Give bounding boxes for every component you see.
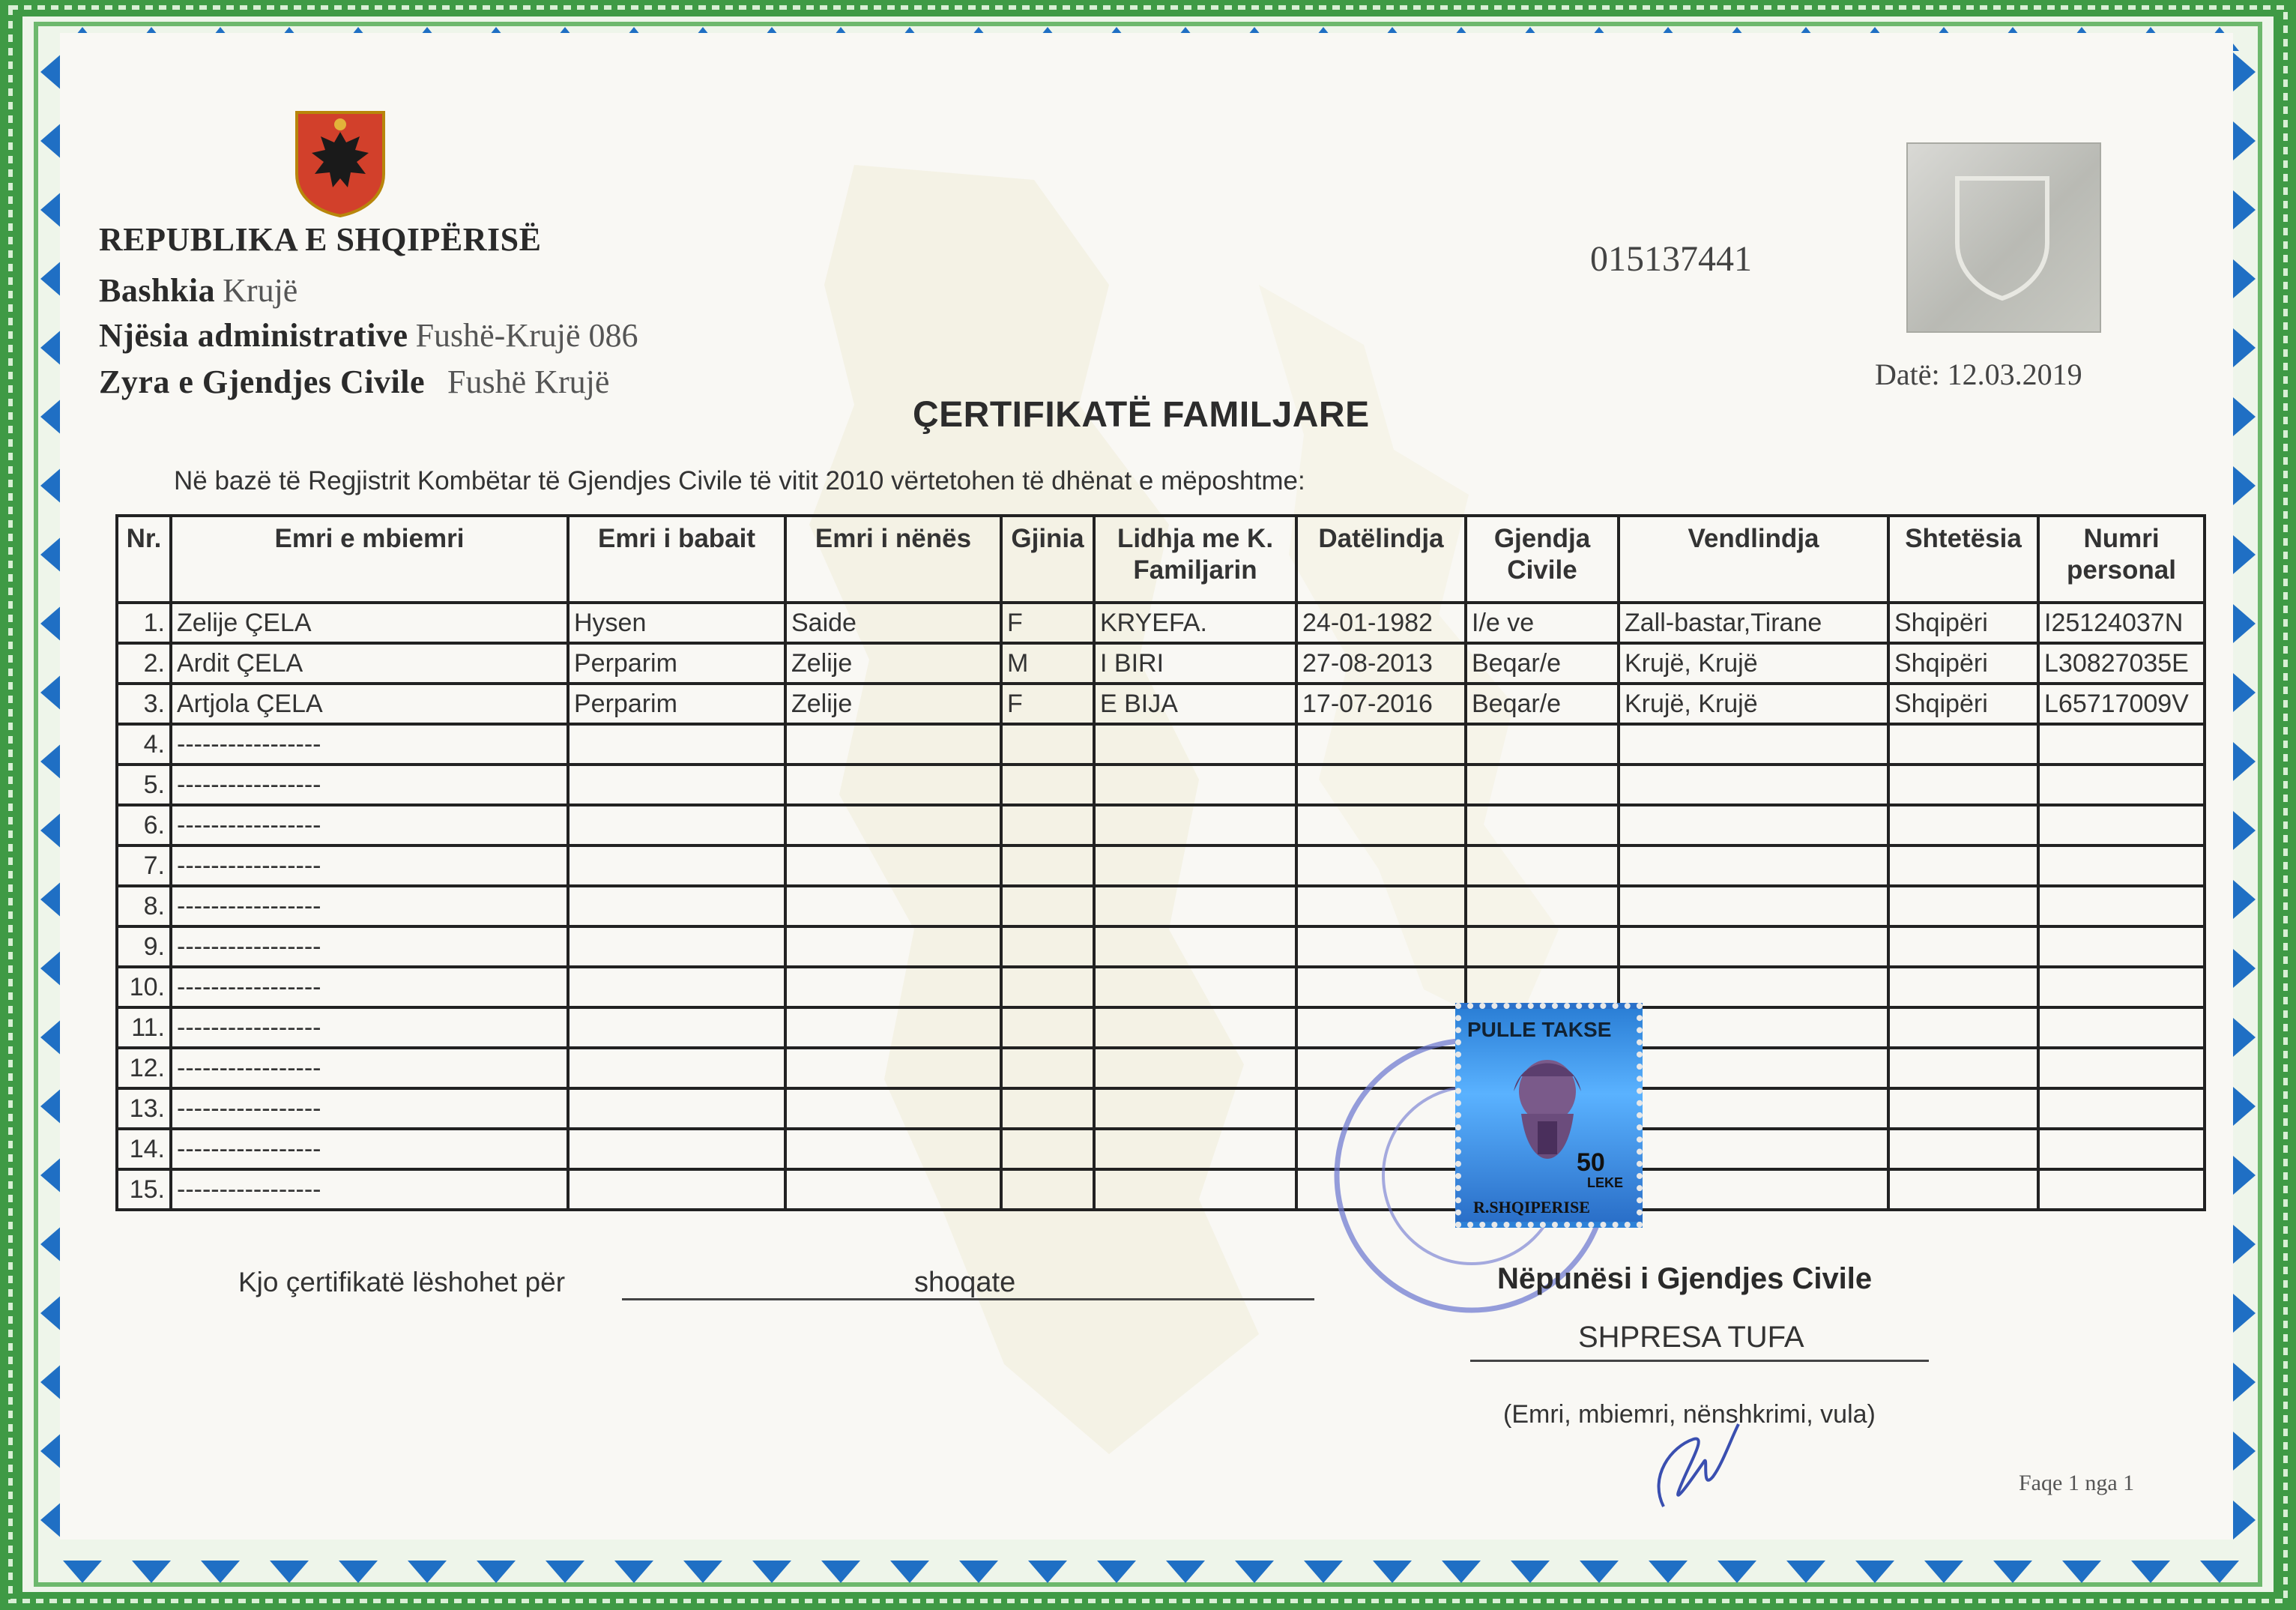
cell-gender: [1001, 1088, 1094, 1129]
officer-name: SHPRESA TUFA: [1578, 1321, 1804, 1354]
cell-relation: [1094, 1007, 1296, 1048]
municipality-label: Bashkia: [99, 272, 216, 309]
cell-nr: 7.: [117, 845, 171, 886]
cell-mother-name: [785, 886, 1001, 926]
cell-full-name: -----------------: [171, 845, 568, 886]
cell-birthplace: [1619, 1169, 1888, 1210]
cell-father-name: Hysen: [568, 603, 785, 643]
cell-citizenship: [1888, 765, 2038, 805]
cell-mother-name: [785, 1129, 1001, 1169]
cell-gender: [1001, 1007, 1094, 1048]
cell-gender: [1001, 1048, 1094, 1088]
cell-birth-date: [1296, 886, 1466, 926]
cell-mother-name: [785, 1048, 1001, 1088]
cell-full-name: -----------------: [171, 886, 568, 926]
cell-birthplace: [1619, 1007, 1888, 1048]
signature-hint: (Emri, mbiemri, nënshkrimi, vula): [1503, 1400, 1876, 1429]
cell-nr: 8.: [117, 886, 171, 926]
cell-relation: [1094, 926, 1296, 967]
cell-nr: 12.: [117, 1048, 171, 1088]
cell-citizenship: [1888, 967, 2038, 1007]
cell-civil-status: [1466, 724, 1619, 765]
cell-mother-name: [785, 1007, 1001, 1048]
cell-mother-name: Saide: [785, 603, 1001, 643]
cell-citizenship: Shqipëri: [1888, 684, 2038, 724]
cell-citizenship: [1888, 845, 2038, 886]
table-row: [117, 603, 2205, 643]
cell-full-name: -----------------: [171, 724, 568, 765]
cell-personal-number: [2038, 886, 2205, 926]
civil-office-line: [99, 363, 609, 401]
cell-relation: KRYEFA.: [1094, 603, 1296, 643]
cell-personal-number: [2038, 805, 2205, 845]
cell-mother-name: [785, 1169, 1001, 1210]
cell-citizenship: [1888, 805, 2038, 845]
table-row: [117, 765, 2205, 805]
cell-personal-number: [2038, 845, 2205, 886]
cell-personal-number: [2038, 926, 2205, 967]
cell-personal-number: [2038, 1007, 2205, 1048]
cell-personal-number: [2038, 1169, 2205, 1210]
cell-birth-date: 27-08-2013: [1296, 643, 1466, 684]
family-table: [115, 514, 2206, 1211]
cell-personal-number: L30827035E: [2038, 643, 2205, 684]
cell-mother-name: [785, 805, 1001, 845]
cell-gender: [1001, 765, 1094, 805]
cell-father-name: [568, 1088, 785, 1129]
table-row: [117, 845, 2205, 886]
cell-relation: [1094, 1169, 1296, 1210]
cell-nr: 5.: [117, 765, 171, 805]
cell-mother-name: [785, 967, 1001, 1007]
cell-father-name: [568, 967, 785, 1007]
cell-nr: 6.: [117, 805, 171, 845]
cell-gender: [1001, 724, 1094, 765]
officer-title: Nëpunësi i Gjendjes Civile: [1497, 1262, 1873, 1295]
cell-mother-name: [785, 926, 1001, 967]
cell-birthplace: [1619, 845, 1888, 886]
table-row: [117, 886, 2205, 926]
table-row: [117, 967, 2205, 1007]
cell-father-name: [568, 805, 785, 845]
cell-birth-date: [1296, 724, 1466, 765]
cell-father-name: [568, 1048, 785, 1088]
tax-stamp-value: 50: [1577, 1148, 1605, 1177]
cell-birth-date: [1296, 805, 1466, 845]
civil-office-label: Zyra e Gjendjes Civile: [99, 364, 426, 400]
cell-nr: 3.: [117, 684, 171, 724]
cell-gender: [1001, 805, 1094, 845]
hologram-seal-icon: [1906, 142, 2101, 333]
cell-birthplace: [1619, 926, 1888, 967]
header-father-name: Emri i babait: [568, 516, 785, 603]
cell-birth-date: [1296, 845, 1466, 886]
cell-personal-number: L65717009V: [2038, 684, 2205, 724]
cell-full-name: Ardit ÇELA: [171, 643, 568, 684]
cell-gender: [1001, 926, 1094, 967]
cell-relation: [1094, 724, 1296, 765]
header-mother-name: Emri i nënës: [785, 516, 1001, 603]
cell-full-name: -----------------: [171, 926, 568, 967]
signature-icon: [1641, 1417, 1753, 1522]
table-row: [117, 724, 2205, 765]
cell-father-name: [568, 724, 785, 765]
cell-birthplace: [1619, 1088, 1888, 1129]
cell-relation: [1094, 845, 1296, 886]
cell-full-name: -----------------: [171, 1007, 568, 1048]
cell-civil-status: [1466, 805, 1619, 845]
cell-personal-number: I25124037N: [2038, 603, 2205, 643]
cell-civil-status: [1466, 845, 1619, 886]
cell-birthplace: Zall-bastar,Tirane: [1619, 603, 1888, 643]
cell-gender: [1001, 886, 1094, 926]
table-row: [117, 1048, 2205, 1088]
cell-father-name: [568, 845, 785, 886]
cell-relation: [1094, 967, 1296, 1007]
cell-citizenship: [1888, 1007, 2038, 1048]
issue-date: Datë: 12.03.2019: [1875, 358, 2082, 391]
tax-stamp-title: PULLE TAKSE: [1467, 1018, 1612, 1041]
header-civil-status: Gjendja Civile: [1466, 516, 1619, 603]
cell-birthplace: [1619, 765, 1888, 805]
cell-relation: [1094, 1129, 1296, 1169]
page-number: Faqe 1 nga 1: [2019, 1471, 2135, 1495]
table-row: [117, 1088, 2205, 1129]
admin-unit-label: Njësia administrative: [99, 317, 408, 354]
cell-nr: 9.: [117, 926, 171, 967]
cell-personal-number: [2038, 765, 2205, 805]
table-body: [117, 603, 2205, 1210]
cell-mother-name: [785, 724, 1001, 765]
cell-birth-date: 17-07-2016: [1296, 684, 1466, 724]
cell-citizenship: [1888, 886, 2038, 926]
cell-mother-name: Zelije: [785, 643, 1001, 684]
table-row: [117, 1007, 2205, 1048]
issued-for-value: shoqate: [914, 1267, 1016, 1298]
cell-father-name: [568, 1129, 785, 1169]
cell-full-name: -----------------: [171, 1088, 568, 1129]
cell-mother-name: [785, 1088, 1001, 1129]
cell-civil-status: [1466, 926, 1619, 967]
municipality-line: [99, 271, 297, 310]
cell-gender: [1001, 845, 1094, 886]
cell-relation: [1094, 805, 1296, 845]
cell-gender: [1001, 1169, 1094, 1210]
cell-birthplace: [1619, 1048, 1888, 1088]
cell-full-name: -----------------: [171, 1048, 568, 1088]
tax-stamp: [1455, 1003, 1643, 1228]
cell-civil-status: [1466, 886, 1619, 926]
table-row: [117, 926, 2205, 967]
cell-nr: 14.: [117, 1129, 171, 1169]
cell-full-name: -----------------: [171, 1129, 568, 1169]
table-row: [117, 1129, 2205, 1169]
cell-personal-number: [2038, 1048, 2205, 1088]
cell-nr: 15.: [117, 1169, 171, 1210]
serial-number: 015137441: [1590, 239, 1752, 279]
cell-birthplace: [1619, 805, 1888, 845]
cell-full-name: -----------------: [171, 765, 568, 805]
admin-unit-line: [99, 316, 638, 355]
table-row: [117, 1169, 2205, 1210]
cell-birthplace: [1619, 1129, 1888, 1169]
cell-birthplace: [1619, 967, 1888, 1007]
cell-citizenship: [1888, 1169, 2038, 1210]
cell-birthplace: [1619, 886, 1888, 926]
cell-civil-status: Beqar/e: [1466, 684, 1619, 724]
admin-unit-value: Fushë-Krujë 086: [415, 317, 638, 354]
cell-birthplace: [1619, 724, 1888, 765]
cell-father-name: [568, 926, 785, 967]
cell-gender: M: [1001, 643, 1094, 684]
tax-stamp-unit: LEKE: [1587, 1175, 1624, 1190]
cell-father-name: Perparim: [568, 684, 785, 724]
header-gender: Gjinia: [1001, 516, 1094, 603]
municipality-value: Krujë: [223, 272, 298, 309]
cell-citizenship: Shqipëri: [1888, 603, 2038, 643]
civil-office-value: Fushë Krujë: [447, 364, 610, 400]
tax-stamp-issuer: R.SHQIPERISE: [1473, 1198, 1590, 1216]
cell-citizenship: [1888, 1129, 2038, 1169]
header-nr: Nr.: [117, 516, 171, 603]
cell-relation: [1094, 765, 1296, 805]
cell-father-name: [568, 1169, 785, 1210]
issued-for-label: Kjo çertifikatë lëshohet për: [238, 1267, 566, 1297]
header-birth-date: Datëlindja: [1296, 516, 1466, 603]
cell-father-name: [568, 765, 785, 805]
cell-full-name: Zelije ÇELA: [171, 603, 568, 643]
cell-relation: [1094, 886, 1296, 926]
table-row: [117, 643, 2205, 684]
cell-nr: 10.: [117, 967, 171, 1007]
cell-birthplace: Krujë, Krujë: [1619, 643, 1888, 684]
cell-relation: [1094, 1048, 1296, 1088]
cell-full-name: -----------------: [171, 805, 568, 845]
cell-civil-status: [1466, 765, 1619, 805]
cell-nr: 13.: [117, 1088, 171, 1129]
cell-full-name: -----------------: [171, 1169, 568, 1210]
cell-citizenship: [1888, 926, 2038, 967]
cell-full-name: -----------------: [171, 967, 568, 1007]
cell-birth-date: 24-01-1982: [1296, 603, 1466, 643]
cell-father-name: [568, 1007, 785, 1048]
cell-civil-status: [1466, 967, 1619, 1007]
cell-gender: [1001, 1129, 1094, 1169]
cell-personal-number: [2038, 967, 2205, 1007]
cell-relation: E BIJA: [1094, 684, 1296, 724]
cell-civil-status: I/e ve: [1466, 603, 1619, 643]
table-row: [117, 805, 2205, 845]
cell-citizenship: [1888, 1048, 2038, 1088]
cell-mother-name: Zelije: [785, 684, 1001, 724]
cell-nr: 11.: [117, 1007, 171, 1048]
header-personal-number: Numri personal: [2038, 516, 2205, 603]
cell-mother-name: [785, 765, 1001, 805]
header-birthplace: Vendlindja: [1619, 516, 1888, 603]
cell-birthplace: Krujë, Krujë: [1619, 684, 1888, 724]
cell-full-name: Artjola ÇELA: [171, 684, 568, 724]
table-header-row: [117, 516, 2205, 603]
cell-relation: I BIRI: [1094, 643, 1296, 684]
cell-citizenship: [1888, 724, 2038, 765]
cell-birth-date: [1296, 765, 1466, 805]
cell-personal-number: [2038, 724, 2205, 765]
cell-mother-name: [785, 845, 1001, 886]
header-relation: Lidhja me K. Familjarin: [1094, 516, 1296, 603]
cell-personal-number: [2038, 1129, 2205, 1169]
cell-nr: 4.: [117, 724, 171, 765]
officer-underline: [1470, 1360, 1929, 1362]
cell-gender: F: [1001, 684, 1094, 724]
republic-heading: REPUBLIKA E SHQIPËRISË: [99, 221, 542, 258]
table-row: [117, 684, 2205, 724]
cell-birth-date: [1296, 926, 1466, 967]
header-full-name: Emri e mbiemri: [171, 516, 568, 603]
cell-birth-date: [1296, 967, 1466, 1007]
cell-nr: 1.: [117, 603, 171, 643]
cell-relation: [1094, 1088, 1296, 1129]
header-citizenship: Shtetësia: [1888, 516, 2038, 603]
cell-nr: 2.: [117, 643, 171, 684]
intro-text: Në bazë të Regjistrit Kombëtar të Gjendjes Civile të vitit 2010 vërtetohen të dhënat e mëposhtme:: [174, 466, 1305, 495]
cell-gender: [1001, 967, 1094, 1007]
cell-gender: F: [1001, 603, 1094, 643]
cell-citizenship: Shqipëri: [1888, 643, 2038, 684]
coat-of-arms-icon: [294, 109, 387, 219]
cell-father-name: Perparim: [568, 643, 785, 684]
cell-civil-status: Beqar/e: [1466, 643, 1619, 684]
cell-personal-number: [2038, 1088, 2205, 1129]
cell-citizenship: [1888, 1088, 2038, 1129]
document-title: ÇERTIFIKATË FAMILJARE: [913, 395, 1370, 435]
cell-father-name: [568, 886, 785, 926]
